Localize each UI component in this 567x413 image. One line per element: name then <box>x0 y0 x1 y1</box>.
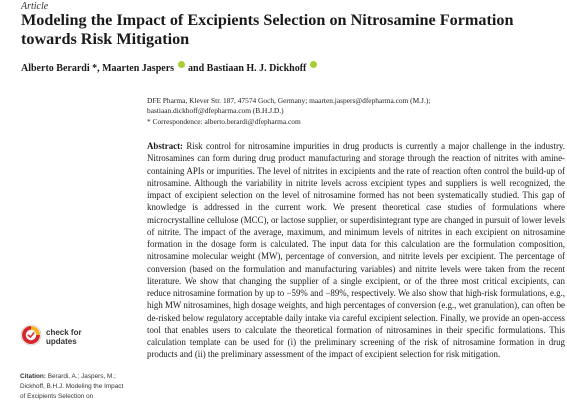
orcid-icon[interactable] <box>178 61 185 68</box>
citation-line: Dickhoff, B.H.J. Modeling the Impact <box>20 383 124 390</box>
abstract-label: Abstract: <box>147 141 183 151</box>
citation-label: Citation: <box>20 373 46 380</box>
article-type: Article <box>21 1 49 12</box>
author-list <box>21 63 318 74</box>
affiliation-line: bastiaan.dickhoff@dfepharma.com (B.H.J.D.) <box>147 106 284 115</box>
correspondence-line: * Correspondence: alberto.berardi@dfepharma.com <box>147 117 301 126</box>
author-names-1: Alberto Berardi *, Maarten Jaspers <box>21 63 175 74</box>
affiliation-line: DFE Pharma, Klever Str. 187, 47574 Goch, Germany; maarten.jaspers@dfepharma.com (M.J.); <box>147 96 431 105</box>
check-for-updates-icon <box>20 324 42 346</box>
orcid-icon[interactable] <box>310 61 317 68</box>
citation-block <box>20 372 138 402</box>
check-for-updates-button[interactable] <box>20 324 110 360</box>
citation-line: of Excipients Selection on <box>20 393 94 400</box>
abstract-text: Risk control for nitrosamine impurities in drug products is currently a major challenge in the industry. Nitrosamines can form during drug product manufacturing and storage through the reaction of nitrites with amine-containing APIs or impurities. The level of nitrites in excipients and the rate of reaction often control the build-up of nitrosamine. Although the variability in nitrite levels across excipient types and suppliers is well recognized, the impact of excipient selection on the level of nitrosamine formed has not been systematically studied. This gap of knowledge is addressed in the current work. We present theoretical case studies of formulations where microcrystalline cellulose (MCC), or lactose supplier, or superdisintegrant type are changed in pursuit of lower levels of nitrite. The impact of the average, maximum, and minimum levels of nitrites in each excipient on nitrosamine formation in the dosage form is calculated. The input data for this calculation are the formulation composition, nitrosamine molecular weight (MW), percentage of conversion, and nitrite levels per excipient. The percentage of conversion (based on the formulation and manufacturing variables) and nitrite levels were taken from the recent literature. We show that changing the supplier of a single excipient, or of the three most critical excipients, can reduce nitrosamine formation by up to −59% and −89%, respectively. We also show that high-risk formulations, e.g., high MW nitrosamines, high dosage weights, and high percentages of conversion (e.g., wet granulation), can often be de-risked below regulatory acceptable daily intake via careful excipient selection. Finally, we provide an open-access tool that enables users to calculate the theoretical formation of nitrosamines in their specific formulations. This calculation template can be used for (i) the preliminary screening of the risk of nitrosamine formation in drug products and (ii) the preliminary assessment of the impact of excipient selection for risk mitigation. <box>147 141 566 360</box>
citation-text: Berardi, A.; Jaspers, M.; <box>45 373 116 380</box>
abstract <box>147 140 565 361</box>
check-for-updates-label: check for <box>46 328 82 337</box>
check-for-updates-label: updates <box>46 337 77 346</box>
paper-title: Modeling the Impact of Excipients Selection on Nitrosamine Formation towards Risk Mitigation <box>21 11 514 48</box>
author-names-2: and Bastiaan H. J. Dickhoff <box>188 63 307 74</box>
citation-line <box>20 372 138 382</box>
